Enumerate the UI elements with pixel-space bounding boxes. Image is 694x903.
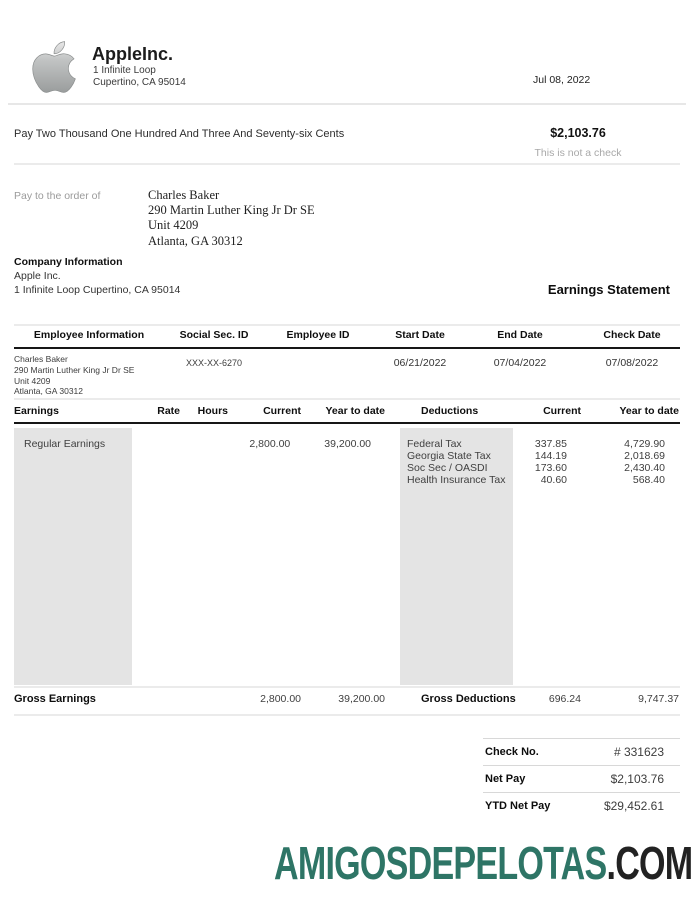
summary-row-ytd-net-pay — [483, 792, 680, 819]
earnings-deductions-header — [14, 405, 680, 417]
pay-amount-words: Pay Two Thousand One Hundred And Three And Seventy-six Cents — [14, 128, 345, 140]
apple-logo-icon — [28, 38, 80, 96]
divider — [8, 103, 686, 105]
company-info-name: Apple Inc. — [14, 270, 61, 282]
divider — [14, 324, 680, 326]
header-earnings: Earnings — [14, 405, 59, 417]
gross-earnings-label: Gross Earnings — [14, 693, 96, 705]
employee-name: Charles Baker — [14, 354, 68, 364]
earnings-row-ytd: 39,200.00 — [324, 438, 372, 450]
deduction-ytd: 4,729.90 — [624, 438, 665, 450]
check-date-value: 07/08/2022 — [605, 357, 659, 369]
check-no-value: # 331623 — [613, 745, 664, 759]
employee-address-block — [14, 354, 164, 397]
deduction-ytd: 568.40 — [632, 474, 665, 486]
deduction-label: Health Insurance Tax — [407, 474, 506, 486]
divider — [14, 714, 680, 716]
deduction-row-federal-tax — [400, 438, 679, 450]
deduction-label: Federal Tax — [407, 438, 462, 450]
employee-ssn: XXX-XX-6270 — [185, 358, 243, 368]
employee-table-header — [14, 329, 680, 341]
header-start-date: Start Date — [395, 329, 445, 341]
header-deductions-current: Current — [543, 405, 581, 417]
pay-amount-block — [498, 126, 658, 159]
not-a-check-note: This is not a check — [534, 147, 622, 159]
header-employee-information: Employee Information — [33, 329, 145, 341]
company-address-line1: 1 Infinite Loop — [93, 65, 156, 76]
pay-amount-value: $2,103.76 — [550, 126, 606, 140]
header-hours: Hours — [197, 405, 228, 417]
ytd-net-pay-label: YTD Net Pay — [485, 800, 551, 812]
employee-id-value — [264, 354, 372, 397]
deduction-ytd: 2,018.69 — [624, 450, 665, 462]
ytd-net-pay-value: $29,452.61 — [603, 799, 664, 813]
pay-to-order-label: Pay to the order of — [14, 190, 101, 202]
divider — [14, 163, 680, 165]
header-deductions-ytd: Year to date — [619, 405, 679, 417]
header-earnings-current: Current — [263, 405, 301, 417]
deduction-row-soc-sec — [400, 462, 679, 474]
payee-name: Charles Baker — [148, 188, 220, 202]
start-date-value: 06/21/2022 — [393, 357, 447, 369]
employee-table-row — [14, 354, 680, 397]
payee-address3: Atlanta, GA 30312 — [148, 233, 243, 248]
header-check-date: Check Date — [603, 329, 661, 341]
payee-address-block — [148, 188, 315, 249]
gross-deductions-ytd: 9,747.37 — [638, 693, 679, 705]
earnings-row-regular — [14, 438, 371, 450]
summary-row-net-pay — [483, 765, 680, 792]
company-info-address: 1 Infinite Loop Cupertino, CA 95014 — [14, 284, 181, 296]
divider — [14, 686, 680, 688]
gross-earnings-ytd: 39,200.00 — [338, 693, 385, 705]
gross-deductions-current: 696.24 — [548, 693, 581, 705]
check-issue-date: Jul 08, 2022 — [533, 74, 591, 86]
company-address-line2: Cupertino, CA 95014 — [93, 77, 186, 88]
earnings-statement-title: Earnings Statement — [547, 282, 670, 297]
header-social-sec-id: Social Sec. ID — [179, 329, 249, 341]
deduction-current: 144.19 — [534, 450, 567, 462]
gross-earnings-current: 2,800.00 — [260, 693, 301, 705]
deduction-current: 173.60 — [534, 462, 567, 474]
deduction-row-state-tax — [400, 450, 679, 462]
company-address — [93, 65, 186, 89]
divider — [14, 422, 680, 424]
deduction-ytd: 2,430.40 — [624, 462, 665, 474]
net-pay-summary — [483, 738, 680, 819]
deduction-current: 40.60 — [540, 474, 567, 486]
check-no-label: Check No. — [485, 746, 539, 758]
header-deductions: Deductions — [421, 405, 479, 417]
header-end-date: End Date — [497, 329, 543, 341]
earnings-label-column-bg — [14, 428, 132, 685]
deduction-current: 337.85 — [534, 438, 567, 450]
earnings-row-rate — [128, 438, 174, 450]
watermark-site-name: AMIGOSDEPELOTAS — [273, 837, 607, 889]
deduction-label: Soc Sec / OASDI — [407, 462, 488, 474]
deduction-label: Georgia State Tax — [407, 450, 491, 462]
summary-row-check-no — [483, 738, 680, 765]
company-info-heading: Company Information — [14, 256, 123, 268]
net-pay-value: $2,103.76 — [610, 772, 664, 786]
net-pay-label: Net Pay — [485, 773, 526, 785]
payee-address1: 290 Martin Luther King Jr Dr SE — [148, 203, 315, 218]
divider — [14, 398, 680, 400]
earnings-row-hours — [174, 438, 220, 450]
company-name: AppleInc. — [92, 44, 174, 64]
gross-totals-row — [14, 693, 680, 705]
earnings-row-label: Regular Earnings — [24, 438, 106, 450]
earnings-deductions-body — [14, 428, 680, 685]
deduction-row-health-insurance — [400, 474, 679, 486]
gross-deductions-label: Gross Deductions — [421, 693, 516, 705]
employee-address1: 290 Martin Luther King Jr Dr SE — [14, 364, 135, 375]
earnings-row-current: 2,800.00 — [249, 438, 291, 450]
watermark-site-logo — [274, 836, 692, 890]
header-rate: Rate — [157, 405, 180, 417]
watermark-tld: .COM — [606, 837, 692, 889]
end-date-value: 07/04/2022 — [493, 357, 547, 369]
header-earnings-ytd: Year to date — [325, 405, 385, 417]
payee-address2: Unit 4209 — [148, 218, 199, 233]
header-employee-id: Employee ID — [286, 329, 350, 341]
employee-address2: Unit 4209 — [14, 375, 51, 386]
employee-address3: Atlanta, GA 30312 — [14, 386, 83, 397]
spacer — [132, 693, 228, 705]
divider — [14, 347, 680, 349]
